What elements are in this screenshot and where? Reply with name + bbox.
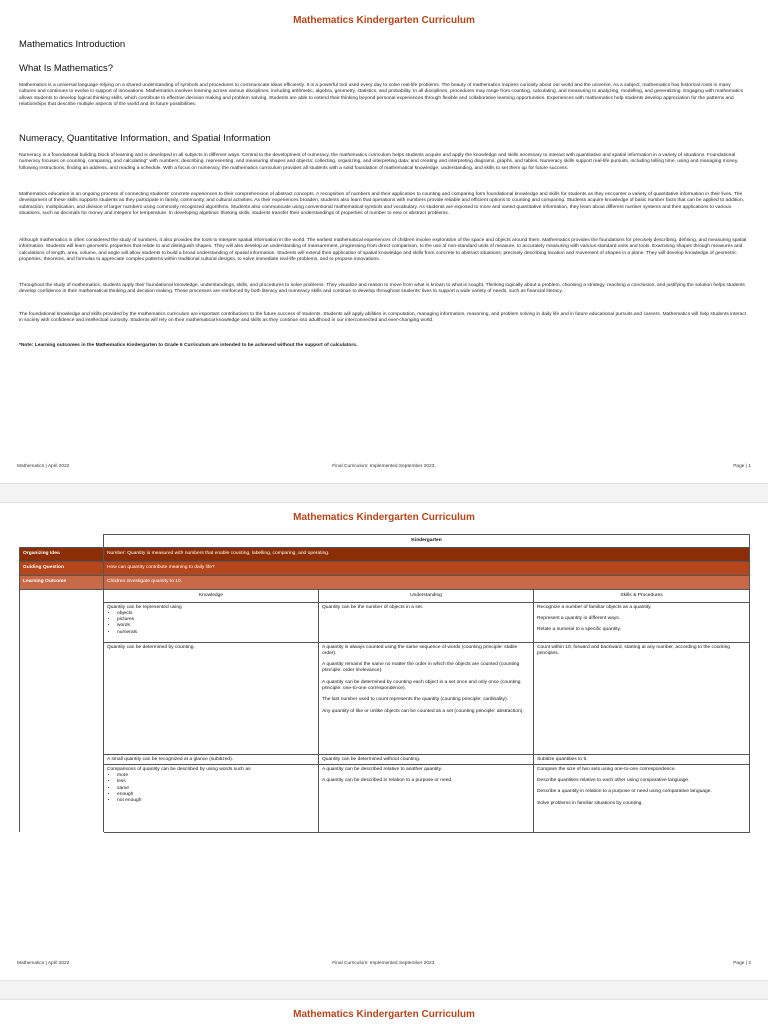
learning-outcome-text: Children investigate quantity to 10. bbox=[104, 576, 750, 590]
understanding-cell: Quantity can be the number of objects in a set. bbox=[319, 603, 534, 643]
table-row bbox=[20, 603, 750, 643]
skills-cell: Recognize a number of familiar objects as a quantity. Represent a quantity in different ways. Relate a numeral to a specific quantity. bbox=[534, 603, 750, 643]
grade-header: Kindergarten bbox=[104, 535, 750, 548]
list-item: • numerals bbox=[117, 630, 315, 636]
organizing-idea-text: Number: Quantity is measured with numbers that enable counting, labelling, comparing, and operating. bbox=[104, 548, 750, 562]
document-title: Mathematics Kindergarten Curriculum bbox=[293, 15, 475, 26]
knowledge-list bbox=[107, 611, 315, 636]
footer-page-number: Page | 1 bbox=[733, 464, 751, 469]
learning-outcome-row bbox=[20, 576, 750, 590]
footer-page-number: Page | 2 bbox=[733, 961, 751, 966]
numeracy-paragraph-3: Although mathematics is often considered the study of numbers, it also provides the tools to interpret spatial information in the world. The earliest mathematical experiences of children involve exploration of the space and objects around them. Mathematics provides the foundations for precisely describing, defining, and measuring spatial information. Students will learn geometric properties that relate to and distinguish shapes. They will also develop an understanding of measurement, progressing from direct comparison, to the use of non-standard units of measure, to accurately measuring with various standard units and tools. Examining shapes through measures and calculations of length, area, volume, and angle will allow students to build a broad understanding of spatial information. Students will extend their application of spatial knowledge and skills from concrete to abstract situations, precisely describing location and movement of shapes in a plane. They will develop knowledge of geometric properties, theorems, and formulas to appreciate complex patterns within traditional cultural designs, to solve immediate real-life problems, and to propose innovations. bbox=[19, 238, 747, 262]
table-row bbox=[20, 643, 750, 755]
knowledge-column-header: Knowledge bbox=[104, 590, 319, 603]
page-footer-1 bbox=[17, 464, 751, 472]
knowledge-cell: Comparisons of quantity can be described by using words such as • more • less • same • enough • not enough bbox=[104, 765, 319, 833]
skills-column-header: Skills & Procedures bbox=[534, 590, 750, 603]
footer-left: Mathematics | April 2022 bbox=[17, 464, 70, 469]
knowledge-cell: Quantity can be determined by counting. bbox=[104, 643, 319, 755]
what-is-math-heading: What Is Mathematics? bbox=[19, 63, 113, 74]
understanding-cell: Quantity can be determined without counting. bbox=[319, 755, 534, 765]
knowledge-cell: A small quantity can be recognized at a glance (subitized). bbox=[104, 755, 319, 765]
knowledge-list bbox=[107, 773, 315, 804]
guiding-question-label: Guiding Question bbox=[20, 562, 104, 576]
calculator-note: *Note: Learning outcomes in the Mathematics Kindergarten to Grade 6 Curriculum are intended to be achieved without the support of calculators. bbox=[19, 343, 358, 348]
list-item: • more bbox=[117, 773, 315, 779]
list-item: • same bbox=[117, 786, 315, 792]
footer-center: Final Curriculum: Implemented September 2023. bbox=[332, 464, 436, 469]
list-item: • pictures bbox=[117, 617, 315, 623]
footer-center: Final Curriculum: Implemented September 2023. bbox=[332, 961, 436, 966]
list-item: • objects bbox=[117, 611, 315, 617]
table-row bbox=[20, 765, 750, 833]
document-title-page-2: Mathematics Kindergarten Curriculum bbox=[293, 512, 475, 523]
footer-left: Mathematics | April 2022 bbox=[17, 961, 70, 966]
list-item: • not enough bbox=[117, 798, 315, 804]
grade-row bbox=[20, 535, 750, 548]
skills-cell: Count within 10, forward and backward, starting at any number, according to the counting principles. bbox=[534, 643, 750, 755]
list-item: • enough bbox=[117, 792, 315, 798]
curriculum-table bbox=[19, 534, 750, 833]
guiding-question-text: How can quantity contribute meaning to daily life? bbox=[104, 562, 750, 576]
page-footer-2 bbox=[17, 961, 751, 969]
numeracy-paragraph-5: The foundational knowledge and skills provided by the mathematics curriculum are important contributions to the future success of students. Students will apply abilities in computation, managing information, reasoning, and problem solving in daily life and in future educational pursuits and careers. Mathematics will help students interact in society with confidence and intellectual curiosity. Students will rely on their mathematical knowledge and skills as they continue into adulthood in our interconnected and ever-changing world. bbox=[19, 312, 747, 324]
page-separator bbox=[0, 980, 768, 1000]
numeracy-paragraph-4: Throughout the study of mathematics, students apply their foundational knowledge, understandings, skills, and procedures to solve problems. They visualize and reason to move from what is known to what is sought. Thinking logically about a problem, choosing a strategy, reaching a conclusion, and justifying the solution helps students develop confidence in their mathematical thinking and decision making. These processes are reinforced by both literacy and numeracy skills and continue to develop throughout students' lives to support a wide variety of needs, such as financial literacy. bbox=[19, 283, 745, 295]
understanding-cell: A quantity can be described relative to another quantity. A quantity can be described in relation to a purpose or need. bbox=[319, 765, 534, 833]
table-row bbox=[20, 755, 750, 765]
document-title-page-3: Mathematics Kindergarten Curriculum bbox=[293, 1009, 475, 1020]
list-item: • words bbox=[117, 623, 315, 629]
learning-outcome-label: Learning Outcome bbox=[20, 576, 104, 590]
intro-heading: Mathematics Introduction bbox=[19, 39, 126, 50]
page-separator bbox=[0, 483, 768, 503]
column-header-row bbox=[20, 590, 750, 603]
organizing-idea-label: Organizing Idea bbox=[20, 548, 104, 562]
skills-cell: Subitize quantities to 5. bbox=[534, 755, 750, 765]
skills-cell: Compare the size of two sets using one-to-one correspondence. Describe quantities relative to each other using comparative language. Describe a quantity in relation to a purpose or need using comparative language. Solve problems in familiar situations by counting. bbox=[534, 765, 750, 833]
what-is-math-paragraph: Mathematics is a universal language relying on a shared understanding of symbols and procedures to communicate ideas efficiently. It is a powerful tool used every day to solve real-life problems. The beauty of mathematics inspires curiosity about our world and the universe. As a subject, mathematics has historical roots in many cultures and continues to evolve in support of innovations. Mathematics involves learning across various disciplines, including arithmetic, algebra, geometry, statistics, and probability. In all disciplines, procedures may range from counting, calculating, and measuring to analyzing, modelling, and generalizing. Engaging with mathematics allows students to develop logical thinking skills, which contribute to effective decision making and problem solving. Students are able to extend their thinking beyond personal experiences through flexible and collaborative learning opportunities. Experiences with mathematics help students develop appreciation for the patterns and relationships that describe multiple aspects of the world and its future possibilities. bbox=[19, 83, 744, 107]
numeracy-paragraph-1: Numeracy is a foundational building block of learning and is developed in all subjects in different ways. Central to the development of numeracy, the mathematics curriculum helps students acquire and apply the knowledge and skills necessary to interact with quantitative and spatial information in a variety of situations. Foundational numeracy focuses on counting, comparing, and calculating" with numbers; describing, representing, and measuring shapes and objects; collecting, organizing, and interpreting data; and creating and interpreting diagrams, graphs, and tables. Numeracy skills support real-life pursuits, including telling time, using and managing money, following instructions, finding an address, and reading a schedule. With a focus on numeracy, the mathematics curriculum provides all students with a solid foundation of mathematical knowledge, understanding, and skills to set them up for future success. bbox=[19, 153, 739, 171]
guiding-question-row bbox=[20, 562, 750, 576]
knowledge-cell: Quantity can be represented using • objects • pictures • words • numerals bbox=[104, 603, 319, 643]
organizing-idea-row bbox=[20, 548, 750, 562]
understanding-cell: A quantity is always counted using the same sequence of words (counting principle: stable order). A quantity remains the same no matter the order in which the objects are counted (counting principle: order irrelevance). A quantity can be determined by counting each object in a set once and only once (counting principle: one-to-one correspondence). The last number used to count represents the quantity (counting principle: cardinality). Any quantity of like or unlike objects can be counted as a set (counting principle: abstraction). bbox=[319, 643, 534, 755]
list-item: • less bbox=[117, 779, 315, 785]
numeracy-heading: Numeracy, Quantitative Information, and Spatial Information bbox=[19, 133, 271, 144]
understanding-column-header: Understanding bbox=[319, 590, 534, 603]
numeracy-paragraph-2: Mathematics education is an ongoing process of connecting students' concrete experiences to their comprehension of abstract concepts. A recognition of numbers and their application to counting and comparing form foundational knowledge and skills for students as they encounter a variety of quantitative information in their lives. The development of these skills supports students as they participate in family, community, and cultural activities. As their experiences broaden, students also learn that operations with numbers provide reliable and efficient options to counting and comparing. Students acquire knowledge of basic number facts that can be applied to addition, subtraction, multiplication, and division of larger numbers using commonly recognized algorithms. Students also communicate using conventional mathematical symbols and vocabulary. As students are exposed to more and varied quantitative information, they learn about different number systems and their applications to various situations, such as decimals for money and integers for temperature. In developing algebraic thinking skills, students transfer their understandings of properties of number to new or abstract problems. bbox=[19, 192, 745, 216]
